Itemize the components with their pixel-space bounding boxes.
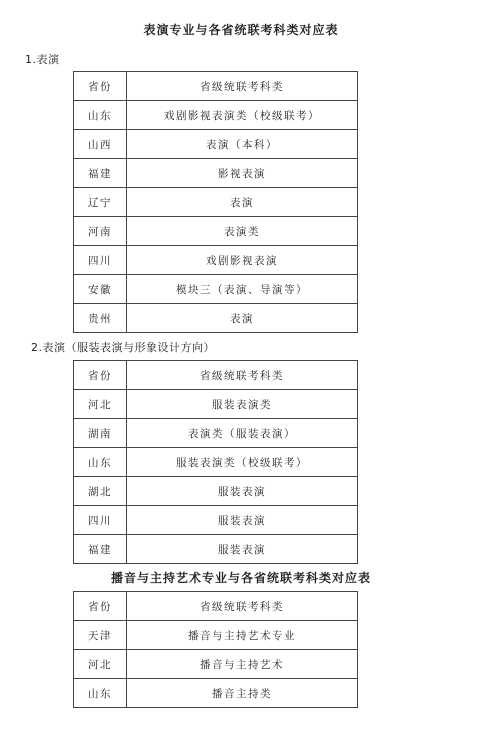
province-cell: 山东 — [74, 448, 127, 477]
header-province: 省份 — [74, 72, 127, 101]
category-cell: 表演 — [127, 188, 358, 217]
table-row — [74, 650, 358, 679]
province-cell: 四川 — [74, 506, 127, 535]
province-cell: 山东 — [74, 679, 127, 708]
table-row — [74, 419, 358, 448]
header-province: 省份 — [74, 592, 127, 621]
category-cell: 模块三（表演、导演等） — [127, 275, 358, 304]
province-cell: 河北 — [74, 390, 127, 419]
province-cell: 安徽 — [74, 275, 127, 304]
province-cell: 湖北 — [74, 477, 127, 506]
province-cell: 福建 — [74, 159, 127, 188]
table-row — [74, 130, 358, 159]
section-heading-acting: 1.表演 — [25, 53, 60, 66]
section-title-broadcasting: 播音与主持艺术专业与各省统联考科类对应表 — [110, 571, 371, 585]
province-cell: 山东 — [74, 101, 127, 130]
category-cell: 表演类（服装表演） — [127, 419, 358, 448]
table-row — [74, 217, 358, 246]
table-row — [74, 390, 358, 419]
province-cell: 辽宁 — [74, 188, 127, 217]
province-cell: 湖南 — [74, 419, 127, 448]
province-cell: 河南 — [74, 217, 127, 246]
category-cell: 服装表演类 — [127, 390, 358, 419]
table-row — [74, 535, 358, 564]
table-header-row — [74, 592, 358, 621]
province-cell: 福建 — [74, 535, 127, 564]
page-title: 表演专业与各省统联考科类对应表 — [143, 23, 339, 37]
category-cell: 戏剧影视表演类（校级联考） — [127, 101, 358, 130]
table-row — [74, 506, 358, 535]
category-cell: 表演（本科） — [127, 130, 358, 159]
province-cell: 天津 — [74, 621, 127, 650]
table-row — [74, 621, 358, 650]
category-cell: 播音与主持艺术专业 — [127, 621, 358, 650]
header-province: 省份 — [74, 361, 127, 390]
header-category: 省级统联考科类 — [127, 72, 358, 101]
category-cell: 服装表演类（校级联考） — [127, 448, 358, 477]
category-cell: 播音与主持艺术 — [127, 650, 358, 679]
header-category: 省级统联考科类 — [127, 361, 358, 390]
table-row — [74, 159, 358, 188]
table-row — [74, 448, 358, 477]
header-category: 省级统联考科类 — [127, 592, 358, 621]
broadcasting-category-table — [73, 591, 358, 708]
table-header-row — [74, 72, 358, 101]
acting-category-table — [73, 71, 358, 333]
table-row — [74, 101, 358, 130]
province-cell: 贵州 — [74, 304, 127, 333]
table-row — [74, 275, 358, 304]
table-row — [74, 679, 358, 708]
province-cell: 山西 — [74, 130, 127, 159]
table-header-row — [74, 361, 358, 390]
category-cell: 服装表演 — [127, 506, 358, 535]
category-cell: 服装表演 — [127, 535, 358, 564]
province-cell: 河北 — [74, 650, 127, 679]
category-cell: 播音主持类 — [127, 679, 358, 708]
table-row — [74, 477, 358, 506]
category-cell: 表演 — [127, 304, 358, 333]
table-row — [74, 246, 358, 275]
category-cell: 影视表演 — [127, 159, 358, 188]
province-cell: 四川 — [74, 246, 127, 275]
category-cell: 戏剧影视表演 — [127, 246, 358, 275]
fashion-category-table — [73, 360, 358, 564]
section-heading-fashion: 2.表演（服装表演与形象设计方向） — [31, 341, 215, 354]
category-cell: 表演类 — [127, 217, 358, 246]
table-row — [74, 304, 358, 333]
category-cell: 服装表演 — [127, 477, 358, 506]
table-row — [74, 188, 358, 217]
